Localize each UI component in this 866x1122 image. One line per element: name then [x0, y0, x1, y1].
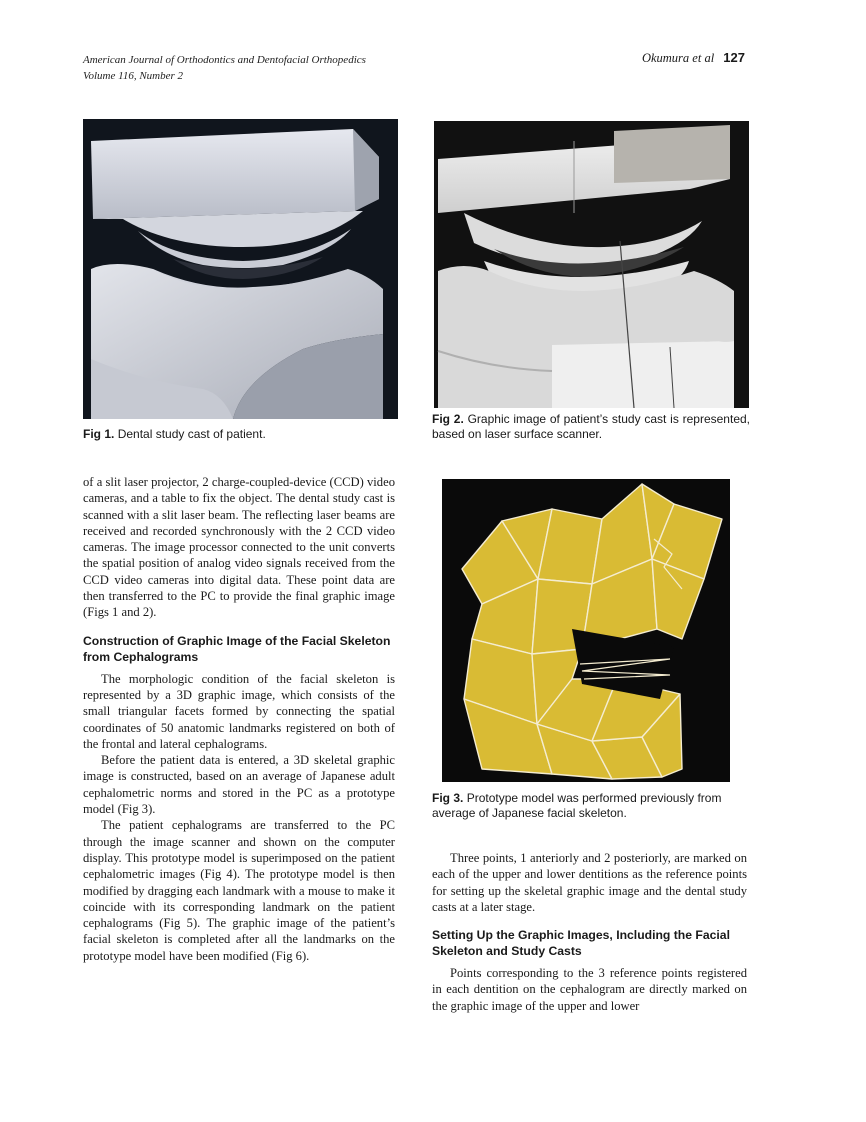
figure-3-label: Fig 3.	[432, 791, 464, 805]
journal-title: American Journal of Orthodontics and Dentofacial Orthopedics	[83, 54, 366, 66]
paragraph-morphologic-condition: The morphologic condition of the facial skeleton is represented by a 3D graphic image, which consists of the small triangular facets formed by connecting the spatial coordinates of 50 anatomic landmarks registered on both of the frontal and lateral cephalograms.	[83, 671, 395, 751]
figure-2-caption	[432, 412, 750, 442]
authors: Okumura et al	[641, 51, 715, 65]
section-heading-facial-skeleton: Construction of Graphic Image of the Facial Skeleton from Cephalograms	[83, 633, 391, 664]
figure-1-caption	[83, 427, 398, 442]
page-number: 127	[723, 50, 745, 65]
figure-1-image	[83, 119, 398, 419]
paragraph-corresponding-points: Points corresponding to the 3 reference points registered in each dentition on the cephalogram are directly marked on the graphic image of the upper and lower	[432, 966, 747, 1013]
figure-2-image	[434, 121, 749, 408]
figure-2-caption-text: Graphic image of patient’s study cast is represented, based on laser surface scanner.	[432, 412, 750, 441]
section-heading-setting-up: Setting Up the Graphic Images, Including the Facial Skeleton and Study Casts	[432, 928, 730, 959]
journal-volume: Volume 116, Number 2	[83, 70, 184, 82]
running-header-left	[83, 52, 366, 84]
figure-3-image	[442, 479, 730, 782]
paragraph-scanner-description: of a slit laser projector, 2 charge-coupled-device (CCD) video cameras, and a table to fix the object. The dental study cast is scanned with a slit laser beam. The reflecting laser beams are received and recorded synchronously with the 2 CCD video cameras. The image processor connected to the unit converts the spatial position of analog video signals received from the CCD video cameras into digital data. These point data are then transferred to the PC to provide the final graphic image (Figs 1 and 2).	[83, 475, 395, 620]
running-header-right	[642, 50, 745, 66]
paragraph-cephalograms-transfer: The patient cephalograms are transferred to the PC through the image scanner and shown on the computer display. This prototype model is superimposed on the patient cephalometric images (Fig 4). The prototype model is then modified by dragging each landmark with a mouse to make it coincide with its corresponding landmark on the patient cephalograms (Fig 5). The graphic image of the patient’s facial skeleton is completed after all the landmarks on the prototype model have been modified (Fig 6).	[83, 818, 395, 963]
left-text-column	[83, 474, 395, 964]
figure-3-caption-text: Prototype model was performed previously from average of Japanese facial skeleton.	[432, 791, 722, 820]
figure-1-label: Fig 1.	[83, 427, 115, 441]
figure-3-caption	[432, 791, 750, 821]
figure-2-label: Fig 2.	[432, 412, 464, 426]
right-text-column	[432, 850, 747, 1014]
paragraph-reference-points: Three points, 1 anteriorly and 2 posteriorly, are marked on each of the upper and lower dentitions as the reference points for setting up the skeletal graphic image and the dental study casts at a later stage.	[432, 851, 747, 914]
paragraph-prototype-model: Before the patient data is entered, a 3D skeletal graphic image is constructed, based on an average of Japanese adult cephalometric norms and stored in the PC as a prototype model (Fig 3).	[83, 753, 395, 817]
figure-1-caption-text: Dental study cast of patient.	[117, 427, 266, 441]
